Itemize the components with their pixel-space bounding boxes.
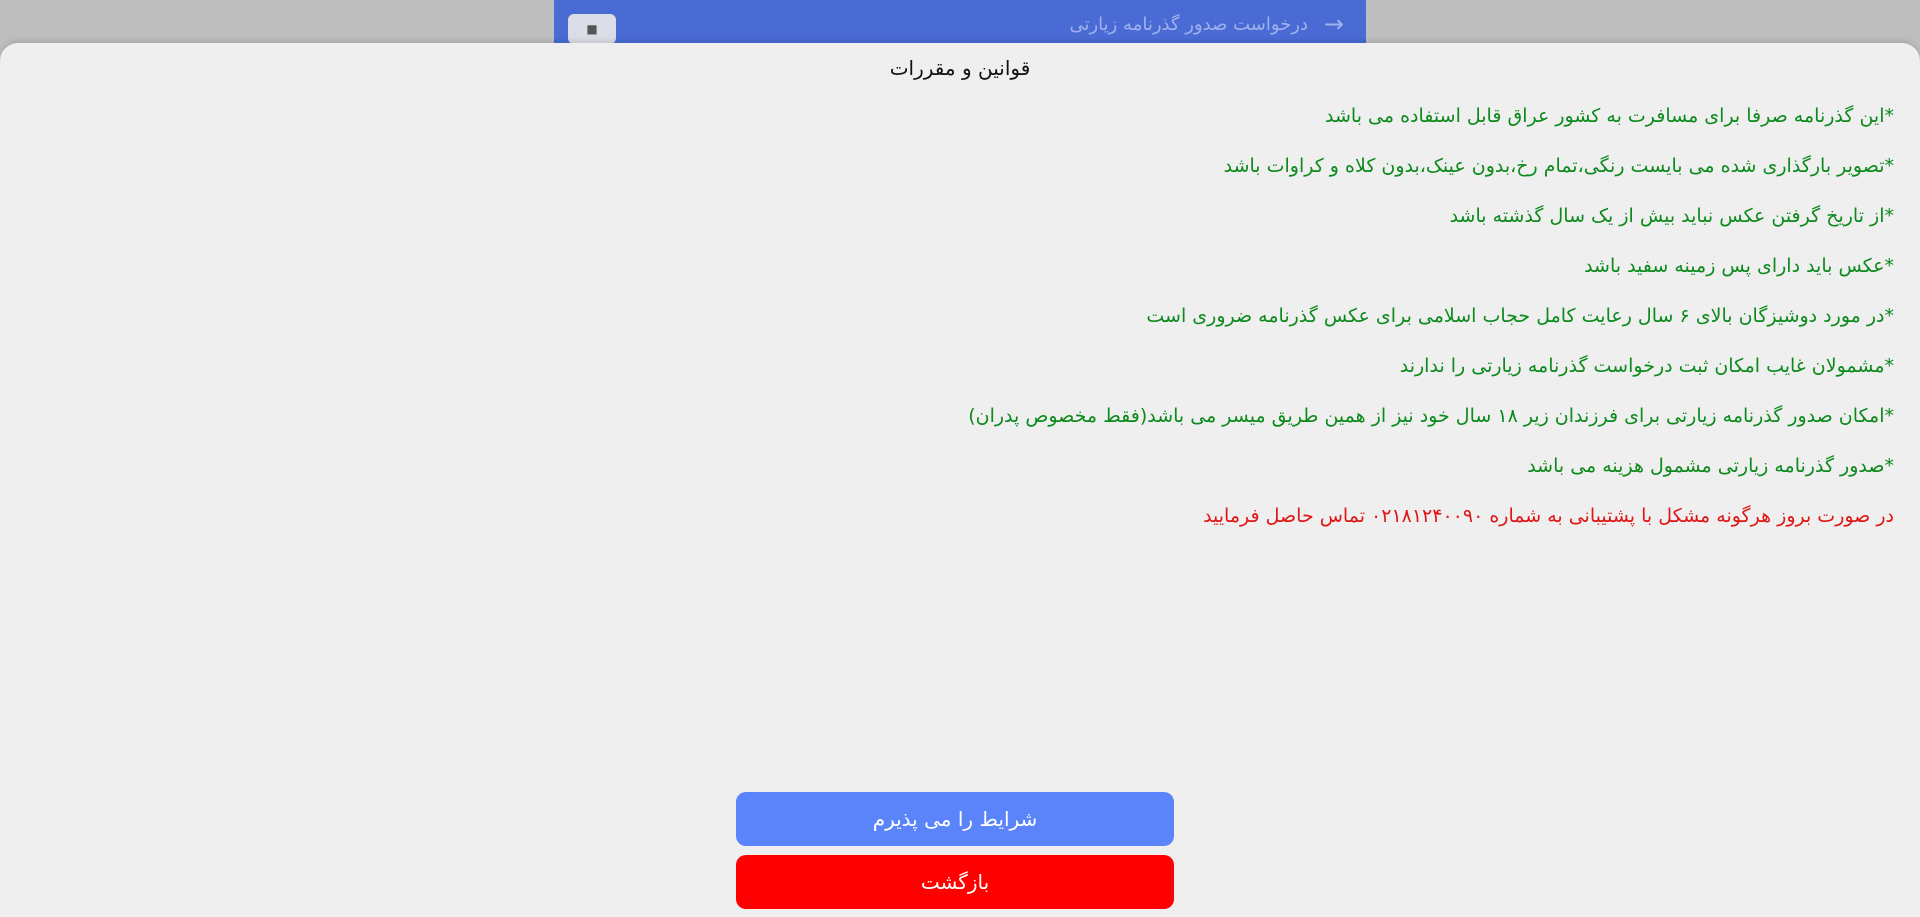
rule-item: *مشمولان غایب امکان ثبت درخواست گذرنامه زیارتی را ندارند <box>1399 355 1894 377</box>
rule-item: *تصویر بارگذاری شده می بایست رنگی،تمام رخ،بدون عینک،بدون کلاه و کراوات باشد <box>1223 155 1894 177</box>
rule-item: *عکس باید دارای پس زمینه سفید باشد <box>1584 255 1894 277</box>
rules-list <box>34 103 1894 529</box>
sheet-title: قوانین و مقررات <box>889 56 1031 80</box>
rule-item: *صدور گذرنامه زیارتی مشمول هزینه می باشد <box>1527 455 1894 477</box>
background-header-title: درخواست صدور گذرنامه زیارتی <box>1069 14 1308 35</box>
background-header-button: ■ <box>568 14 616 44</box>
back-button[interactable]: بازگشت <box>736 855 1174 909</box>
rule-item: *این گذرنامه صرفا برای مسافرت به کشور عراق قابل استفاده می باشد <box>1325 105 1894 127</box>
rule-item: *امکان صدور گذرنامه زیارتی برای فرزندان زیر ۱۸ سال خود نیز از همین طریق میسر می باشد(فقط مخصوص پدران) <box>968 405 1894 427</box>
rule-item: *از تاریخ گرفتن عکس نباید بیش از یک سال گذشته باشد <box>1449 205 1894 227</box>
accept-terms-button[interactable]: شرایط را می پذیرم <box>736 792 1174 846</box>
support-contact-text: در صورت بروز هرگونه مشکل با پشتیبانی به شماره ۰۲۱۸۱۲۴۰۰۹۰ تماس حاصل فرمایید <box>1203 505 1894 527</box>
terms-bottom-sheet <box>0 43 1920 917</box>
arrow-right-icon: → <box>1323 10 1344 38</box>
rule-item: *در مورد دوشیزگان بالای ۶ سال رعایت کامل حجاب اسلامی برای عکس گذرنامه ضروری است <box>1146 305 1894 327</box>
